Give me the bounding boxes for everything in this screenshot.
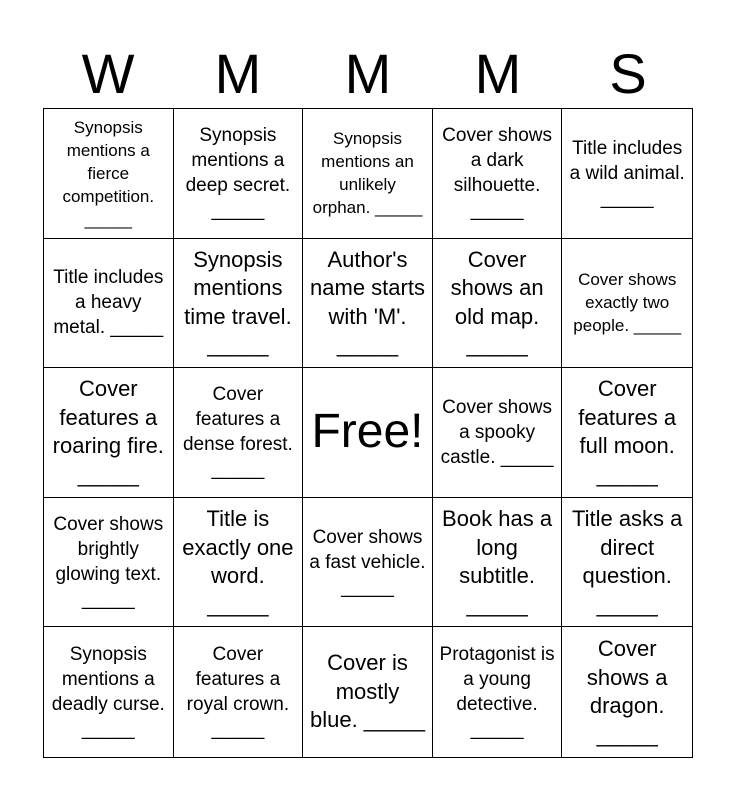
header-letter-3: M [344,42,392,105]
bingo-cell[interactable] [303,109,433,239]
cell-text: Title includes a wild animal. _____ [569,137,685,209]
bingo-cell[interactable] [562,109,692,239]
header-letter-5: S [609,42,647,105]
cell-text: Cover features a full moon. _____ [578,376,677,487]
cell-text: Title includes a heavy metal. _____ [53,267,164,339]
free-label: Free! [311,405,424,459]
cell-text: Cover shows a dragon. _____ [586,636,668,747]
bingo-cell[interactable] [433,109,563,239]
bingo-cell[interactable] [562,498,692,628]
cell-text: Title asks a direct question. _____ [571,506,683,617]
header-letter-2: M [214,42,262,105]
bingo-cell[interactable] [174,627,304,757]
cell-text: Synopsis mentions time travel. _____ [184,246,292,358]
bingo-board [43,108,693,758]
header-letter-4: M [474,42,522,105]
bingo-cell[interactable] [44,498,174,628]
bingo-cell[interactable] [433,627,563,757]
bingo-cell[interactable] [562,627,692,757]
bingo-cell[interactable] [562,368,692,498]
bingo-header [43,40,693,108]
cell-text: Synopsis mentions a deadly curse. _____ [51,644,165,741]
bingo-cell[interactable] [44,368,174,498]
bingo-cell[interactable] [174,109,304,239]
header-letter-1: W [81,42,135,105]
bingo-cell[interactable] [303,239,433,369]
cell-text: Synopsis mentions an unlikely orphan. _____ [312,129,423,218]
bingo-cell[interactable] [303,627,433,757]
cell-text: Cover features a roaring fire. _____ [52,376,164,487]
bingo-cell[interactable] [433,498,563,628]
cell-text: Cover shows a fast vehicle. _____ [309,526,426,598]
bingo-cell[interactable] [174,498,304,628]
bingo-cell[interactable] [562,239,692,369]
cell-text: Author's name starts with 'M'. _____ [310,246,425,358]
bingo-cell[interactable] [174,239,304,369]
bingo-cell[interactable] [44,109,174,239]
bingo-cell[interactable] [433,368,563,498]
cell-text: Protagonist is a young detective. _____ [439,644,555,741]
cell-text: Cover shows brightly glowing text. _____ [53,514,164,611]
cell-text: Synopsis mentions a fierce competition. _____ [62,117,155,229]
cell-text: Cover shows a dark silhouette. _____ [442,125,552,222]
cell-text: Cover shows an old map. _____ [450,246,544,358]
bingo-cell[interactable] [44,239,174,369]
cell-text: Cover features a royal crown. _____ [186,644,290,741]
cell-text: Synopsis mentions a deep secret. _____ [185,125,291,222]
cell-text: Book has a long subtitle. _____ [442,506,553,617]
bingo-cell[interactable] [433,239,563,369]
cell-text: Cover is mostly blue. _____ [309,650,425,733]
cell-text: Cover shows a spooky castle. _____ [440,396,554,468]
bingo-cell[interactable] [44,627,174,757]
free-cell[interactable] [303,368,433,498]
cell-text: Cover features a dense forest. _____ [182,384,293,481]
bingo-cell[interactable] [303,498,433,628]
cell-text: Title is exactly one word. _____ [182,506,294,617]
bingo-cell[interactable] [174,368,304,498]
cell-text: Cover shows exactly two people. _____ [573,270,682,336]
